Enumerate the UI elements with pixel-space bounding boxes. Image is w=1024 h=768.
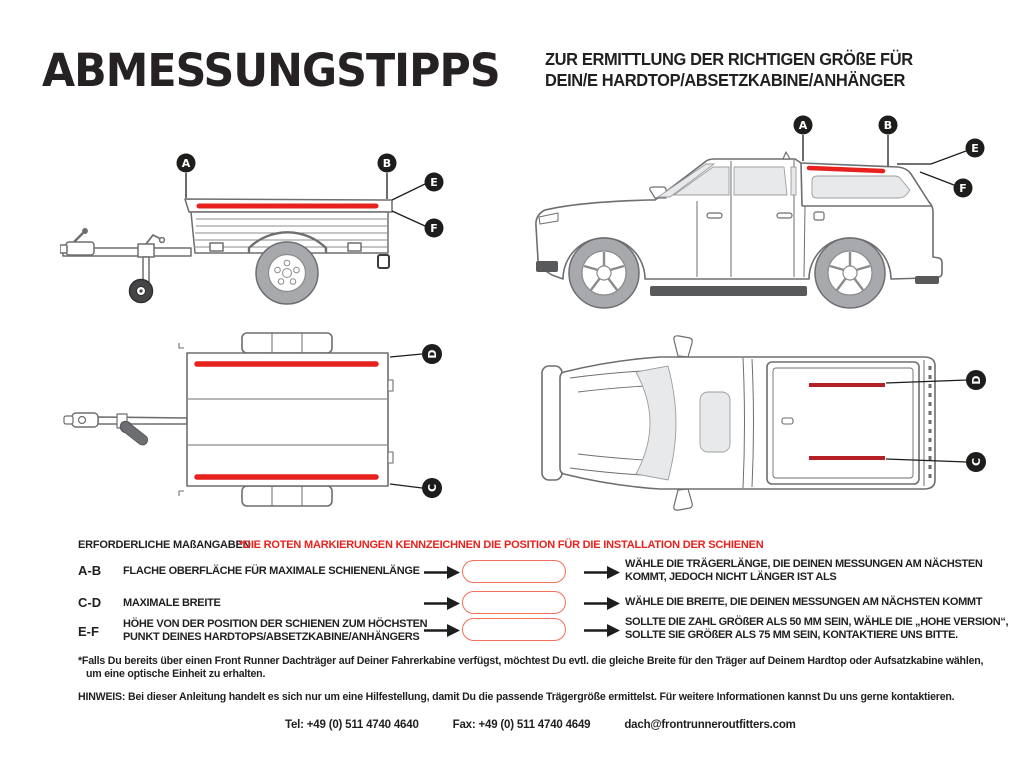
svg-text:D: D [970, 375, 983, 385]
arrow-right-icon [584, 624, 620, 637]
svg-text:A: A [181, 157, 191, 170]
svg-text:B: B [883, 119, 893, 132]
contact-email: dach@frontrunneroutfitters.com [624, 719, 796, 731]
trailer-top-view-diagram [60, 330, 500, 518]
row-ab-result: WÄHLE DIE TRÄGERLÄNGE, DIE DEINEN MESSUNGEN AM NÄCHSTEN KOMMT, JEDOCH NICHT LÄNGER IST ALS [625, 558, 983, 583]
svg-text:F: F [959, 182, 967, 195]
trailer-body [60, 199, 392, 282]
trailer-top-view-drawing [60, 330, 500, 518]
svg-text:B: B [382, 157, 392, 170]
rail-position-marker [809, 168, 883, 171]
arrow-right-icon [584, 597, 620, 610]
contact-fax: Fax: +49 (0) 511 4740 4649 [452, 719, 591, 731]
subtitle-line-2: DEIN/E HARDTOP/ABSETZKABINE/ANHÄNGER [545, 70, 905, 90]
truck-top-view-drawing [530, 330, 1010, 515]
contact-row [285, 719, 796, 731]
truck-side-view-drawing [500, 110, 1010, 325]
truck-rear-wheel [815, 238, 885, 308]
row-ef-key: E-F [78, 624, 99, 639]
callout-a [794, 116, 813, 135]
measurement-input-c-d[interactable] [462, 591, 566, 614]
footnote-line-2: um eine optische Einheit zu erhalten. [86, 668, 266, 680]
sunroof [700, 392, 730, 452]
svg-text:C: C [426, 483, 439, 493]
callout-f [954, 179, 973, 198]
row-ab-description: FLACHE OBERFLÄCHE FÜR MAXIMALE SCHIENENLÄNGE [123, 565, 420, 577]
footnote-line-1: *Falls Du bereits über einen Front Runner Dachträger auf Deiner Fahrerkabine verfügst, möchtest Du evtl. die gleiche Breite für den Träger auf Deinem Hardtop oder Aufsatzkabine wählen, [78, 655, 984, 667]
svg-text:D: D [426, 349, 439, 359]
jockey-wheel [130, 280, 153, 303]
row-ab-key: A-B [78, 563, 102, 578]
callout-d [966, 370, 986, 390]
truck-front-wheel [569, 238, 639, 308]
row-cd-key: C-D [78, 595, 102, 610]
callout-d [422, 344, 442, 364]
row-ef-result: SOLLTE DIE ZAHL GRÖßER ALS 50 MM SEIN, WÄHLE DIE „HOHE VERSION“, SOLLTE SIE GRÖßER ALS 75 MM SEIN, KONTAKTIERE UNS BITTE. [625, 616, 1009, 641]
svg-text:E: E [430, 176, 438, 189]
trailer-side-view-diagram [60, 120, 500, 335]
page-subtitle [545, 49, 913, 91]
rail-markings-note: *DIE ROTEN MARKIERUNGEN KENNZEICHNEN DIE POSITION FÜR DIE INSTALLATION DER SCHIENEN [239, 539, 764, 551]
trailer-top-body [64, 333, 393, 506]
callout-b [879, 116, 898, 135]
callout-a [177, 154, 196, 173]
callout-b [378, 154, 397, 173]
trailer-top-callout-lines [390, 354, 422, 488]
callout-e [966, 139, 985, 158]
callout-f [425, 219, 444, 238]
svg-text:E: E [971, 142, 979, 155]
hint-text: HINWEIS: Bei dieser Anleitung handelt es sich nur um eine Hilfestellung, damit Du die passende Trägergröße ermittelst. Für weitere Informationen kannst Du uns gerne kontaktieren. [78, 691, 955, 703]
arrow-right-icon [424, 597, 460, 610]
callout-e [425, 173, 444, 192]
callout-c [966, 452, 986, 472]
svg-text:A: A [798, 119, 808, 132]
trailer-wheel [256, 242, 318, 304]
contact-tel: Tel: +49 (0) 511 4740 4640 [285, 719, 419, 731]
row-cd-result: WÄHLE DIE BREITE, DIE DEINEN MESSUNGEN AM NÄCHSTEN KOMMT [625, 596, 983, 608]
page-title: ABMESSUNGSTIPPS [42, 44, 500, 97]
svg-text:F: F [430, 222, 438, 235]
trailer-side-view-drawing [60, 120, 500, 335]
svg-text:C: C [970, 457, 983, 467]
truck-side-view-diagram [500, 110, 1010, 325]
measurement-input-e-f[interactable] [462, 618, 566, 641]
arrow-right-icon [584, 566, 620, 579]
arrow-right-icon [424, 624, 460, 637]
row-cd-description: MAXIMALE BREITE [123, 597, 221, 609]
truck-top-body [542, 336, 935, 510]
measurement-input-a-b[interactable] [462, 560, 566, 583]
measurements-heading: ERFORDERLICHE MAßANGABEN [78, 539, 251, 551]
arrow-right-icon [424, 566, 460, 579]
callout-c [422, 478, 442, 498]
row-ef-description: HÖHE VON DER POSITION DER SCHIENEN ZUM HÖCHSTEN PUNKT DEINES HARDTOPS/ABSETZKABINE/ANHÄNGERS [123, 618, 428, 643]
truck-top-view-diagram [530, 330, 1010, 515]
subtitle-line-1: ZUR ERMITTLUNG DER RICHTIGEN GRÖßE FÜR [545, 49, 913, 69]
